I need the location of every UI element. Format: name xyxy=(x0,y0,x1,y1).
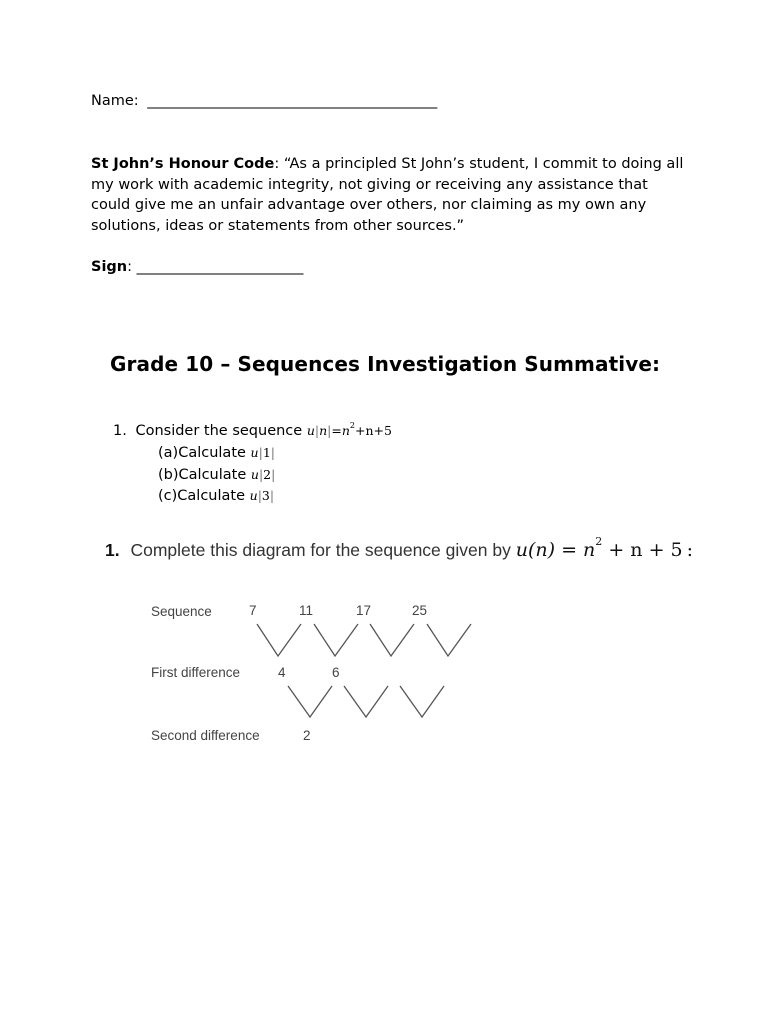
name-line[interactable]: ________________________________________ xyxy=(147,93,438,109)
sign-line[interactable]: _______________________ xyxy=(136,259,304,275)
sequence-term: 17 xyxy=(356,603,372,618)
sequence-term: 7 xyxy=(249,603,257,618)
name-label: Name: xyxy=(91,93,139,109)
part-label: (c) xyxy=(158,488,178,504)
v-connector xyxy=(288,686,332,717)
honour-code-title: St John’s Honour Code xyxy=(91,156,275,172)
formula-u: u xyxy=(306,423,315,438)
q2-formula-lhs: u(n) xyxy=(515,539,556,561)
v-connector xyxy=(314,624,358,656)
q2-formula-sup: 2 xyxy=(595,535,603,548)
second-difference-label: Second difference xyxy=(151,728,260,743)
question-part-a: (a)Calculate u|1| xyxy=(158,445,275,461)
part-arg: 3 xyxy=(261,488,270,503)
q2-formula-eq: = xyxy=(561,539,577,561)
sign-colon: : xyxy=(127,259,133,275)
v-connector xyxy=(344,686,388,717)
formula-eq: = xyxy=(331,423,342,438)
honour-code-text: “As a principled St John’s student, I commit to doing all my work with academic integrity, not giving or receiving any assistance that could give me an unfair advantage over others, nor claiming as my own any solutions, ideas or statements from other sources.” xyxy=(91,156,684,234)
question-text: Consider the sequence xyxy=(135,423,303,439)
q2-formula-rest: + n + 5 xyxy=(608,539,683,561)
part-text: Calculate xyxy=(177,488,246,504)
part-text: Calculate xyxy=(178,445,246,461)
v-connector xyxy=(427,624,471,656)
question-2-text: Complete this diagram for the sequence given by xyxy=(130,540,511,560)
part-arg: 2 xyxy=(263,467,272,482)
first-difference-term: 4 xyxy=(278,665,286,680)
q2-formula-n: n xyxy=(583,539,596,561)
formula-n2: n xyxy=(341,423,350,438)
honour-code-colon: : xyxy=(274,156,280,172)
formula-sup: 2 xyxy=(349,421,356,430)
sequence-term: 25 xyxy=(412,603,428,618)
question-formula: $u|n|=n^2+n+5$ xyxy=(306,421,392,438)
part-text: Calculate xyxy=(178,467,247,483)
v-connector xyxy=(400,686,444,717)
second-difference-term: 2 xyxy=(303,728,311,743)
formula-rest: +n+5 xyxy=(355,423,392,438)
question-part-b: (b)Calculate u|2| xyxy=(158,467,276,483)
first-difference-term: 6 xyxy=(332,665,340,680)
sign-label: Sign xyxy=(91,259,128,275)
q2-formula-colon: : xyxy=(686,539,694,561)
part-label: (b) xyxy=(158,467,179,483)
v-connector xyxy=(370,624,414,656)
sequence-label: Sequence xyxy=(151,604,212,619)
question-number: 1. xyxy=(113,423,127,439)
sequence-term: 11 xyxy=(299,603,314,618)
part-arg: 1 xyxy=(262,445,271,460)
question-2-number: 1. xyxy=(105,540,120,560)
v-connector xyxy=(257,624,301,656)
part-label: (a) xyxy=(158,445,179,461)
first-difference-label: First difference xyxy=(151,665,241,680)
formula-n: n xyxy=(319,423,328,438)
question-part-c: (c)Calculate u|3| xyxy=(158,488,275,504)
page-title: Grade 10 – Sequences Investigation Summative: xyxy=(110,352,661,376)
